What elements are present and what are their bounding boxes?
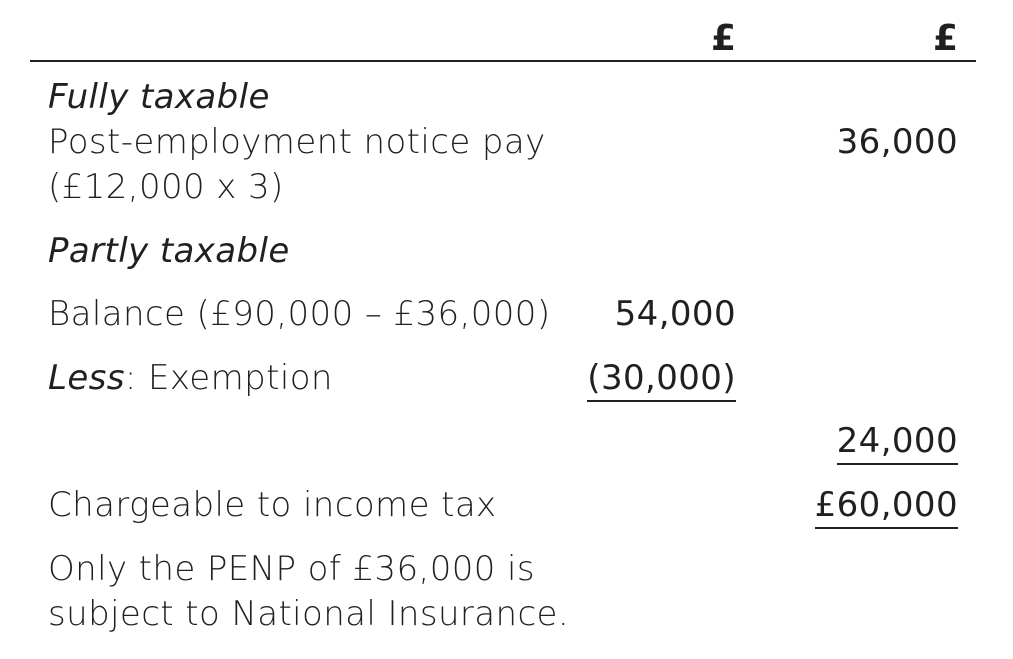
note-line2: subject to National Insurance. xyxy=(48,594,570,634)
header-rule xyxy=(30,60,976,62)
fully-taxable-heading: Fully taxable xyxy=(48,77,270,117)
total-label: Chargeable to income tax xyxy=(48,485,497,525)
column-header-2: £ xyxy=(932,18,958,59)
less-word: Less xyxy=(48,358,125,398)
penp-amount: 36,000 xyxy=(836,122,958,162)
exemption-amount-value: (30,000) xyxy=(587,358,736,402)
balance-label: Balance (£90,000 – £36,000) xyxy=(48,294,551,334)
balance-amount: 54,000 xyxy=(614,294,736,334)
exemption-amount xyxy=(587,355,736,401)
total-amount-value: £60,000 xyxy=(815,485,958,529)
penp-label-line2: (£12,000 x 3) xyxy=(48,167,284,207)
partly-taxable-subtotal xyxy=(837,418,958,464)
column-header-1: £ xyxy=(710,18,736,59)
subtotal-value: 24,000 xyxy=(837,421,958,465)
total-amount xyxy=(815,482,958,528)
penp-label-line1: Post-employment notice pay xyxy=(48,122,546,162)
partly-taxable-heading: Partly taxable xyxy=(48,231,290,271)
exemption-text: : Exemption xyxy=(124,358,333,398)
note-line1: Only the PENP of £36,000 is xyxy=(48,549,535,589)
exemption-label xyxy=(48,355,333,401)
